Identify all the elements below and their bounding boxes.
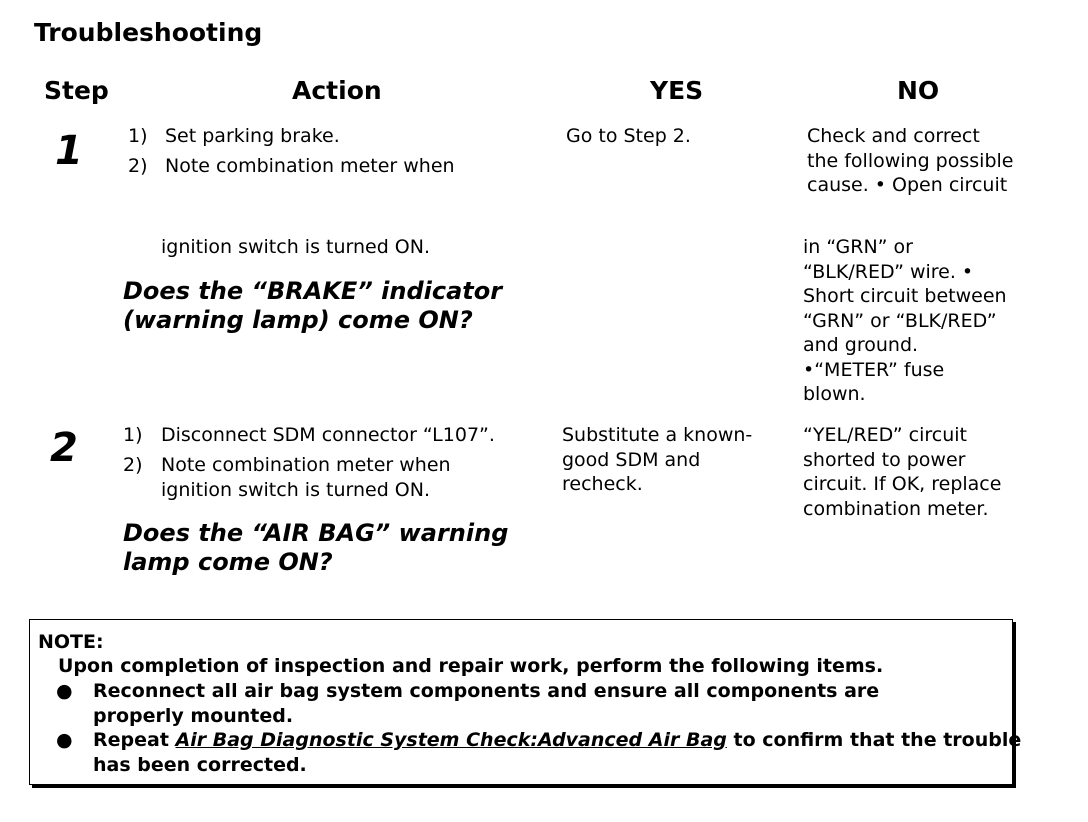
step-no-text-continued: in “GRN” or “BLK/RED” wire. • Short circuit between “GRN” or “BLK/RED” and ground. •“METER” fuse blown. [803,236,1007,405]
header-no: NO [897,76,940,105]
note-label: NOTE: [38,631,104,653]
step-no-text: Check and correct the following possible cause. • Open circuit [807,125,1014,196]
step-action-text: Set parking brake. [165,125,340,147]
step-number: 2 [50,425,78,471]
note-bullet-1: Reconnect all air bag system components and ensure all components are properly mounted. [93,680,880,727]
step-action-text: Disconnect SDM connector “L107”. [161,424,495,446]
bullet-icon: ● [56,680,73,702]
step-action-continued: ignition switch is turned ON. [161,479,431,501]
step-action-text: Note combination meter when [161,454,451,476]
diagnostic-check-link[interactable]: Air Bag Diagnostic System Check:Advanced Air Bag [175,729,727,751]
step-question: Does the “AIR BAG” warning lamp come ON? [123,519,509,576]
header-action: Action [292,76,382,105]
step-action-number: 2) [123,454,143,476]
step-action-number: 1) [123,424,143,446]
note-bullet-2: Repeat Air Bag Diagnostic System Check:Advanced Air Bag to confirm that the trouble has been corrected. [93,729,1022,776]
step-number: 1 [55,128,83,174]
step-action-text: Note combination meter when [165,155,455,177]
bullet-icon: ● [56,729,73,751]
header-step: Step [44,76,109,105]
page-title: Troubleshooting [34,18,263,47]
step-yes-text: Go to Step 2. [566,125,691,147]
step-yes-text: Substitute a known- good SDM and recheck. [562,424,753,495]
note-intro: Upon completion of inspection and repair work, perform the following items. [58,655,884,677]
header-yes: YES [650,76,704,105]
note-box [29,619,1022,785]
step-action-continued: ignition switch is turned ON. [161,236,431,258]
step-action-number: 2) [128,155,148,177]
step-question: Does the “BRAKE” indicator (warning lamp) come ON? [123,277,503,334]
step-action-number: 1) [128,125,148,147]
step-no-text: “YEL/RED” circuit shorted to power circuit. If OK, replace combination meter. [803,424,1002,520]
